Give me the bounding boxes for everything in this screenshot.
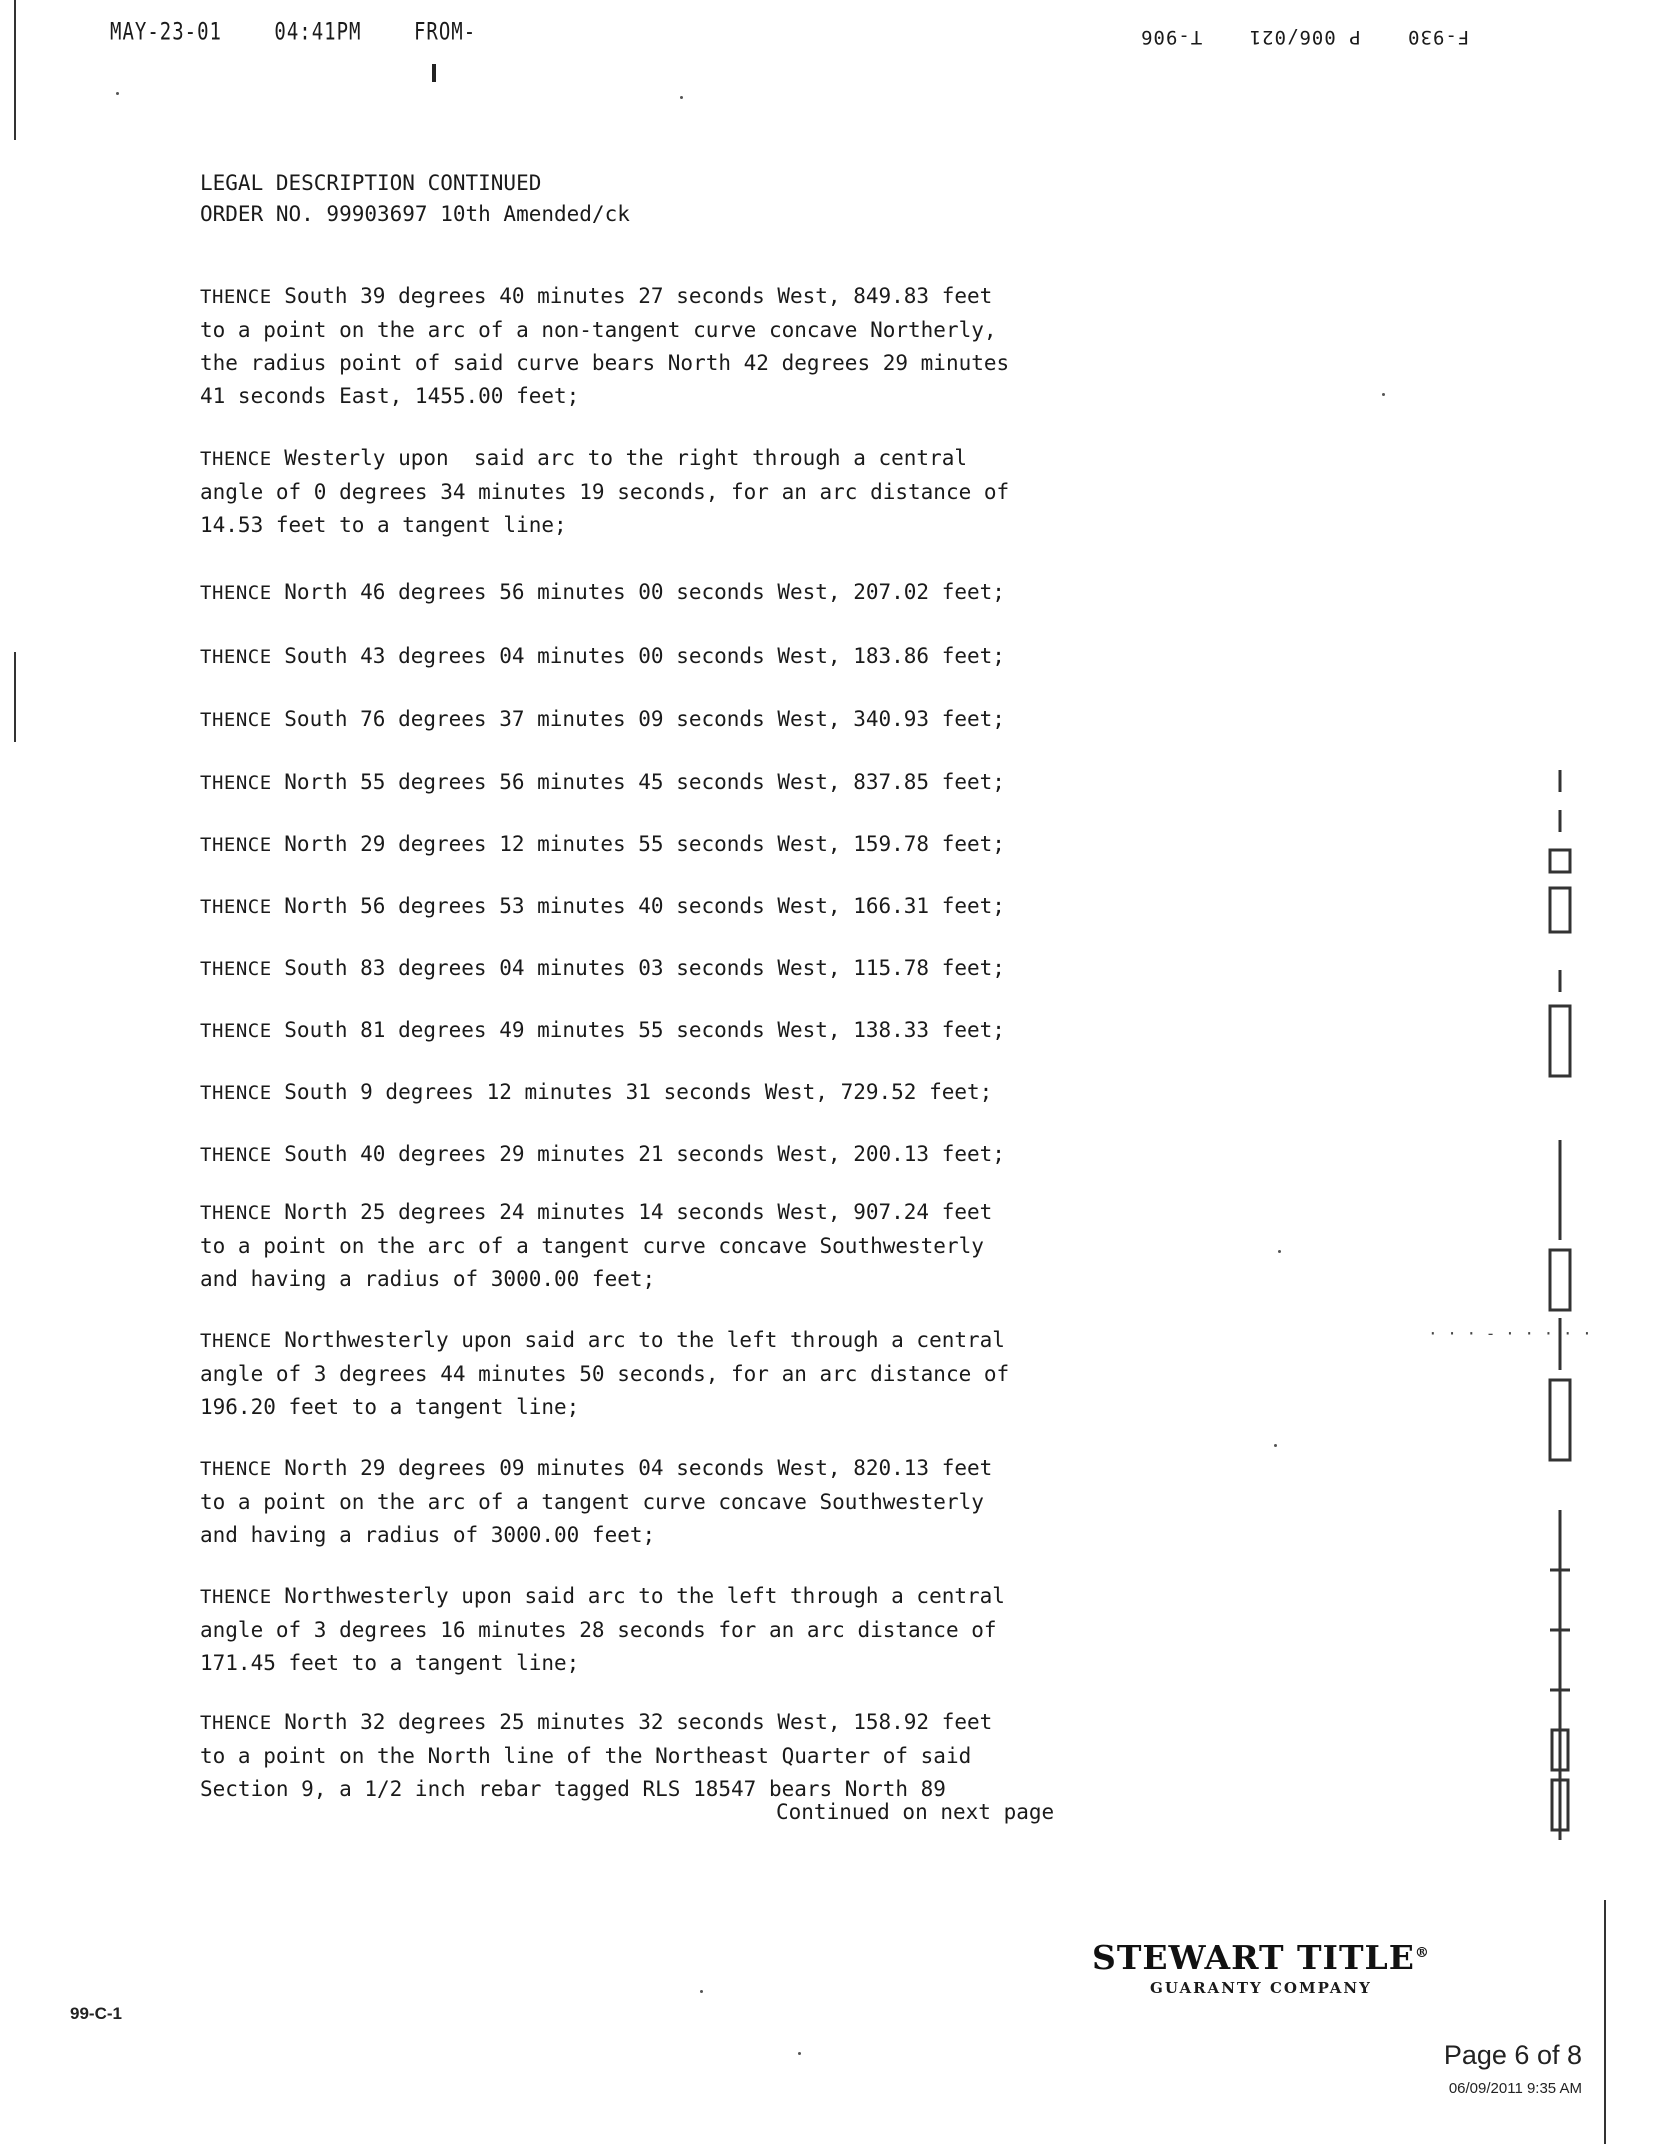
legal-description-heading	[200, 168, 630, 230]
scan-edge-line	[14, 652, 16, 742]
thence-label: THENCE	[200, 1330, 272, 1352]
course-paragraph	[200, 442, 1180, 542]
course-paragraph	[200, 280, 1180, 413]
course-text: South 43 degrees 04 minutes 00 seconds West, 183.86 feet;	[271, 644, 1005, 668]
heading-title: LEGAL DESCRIPTION CONTINUED	[200, 171, 542, 195]
thence-label: THENCE	[200, 1144, 272, 1166]
course-text: North 56 degrees 53 minutes 40 seconds West, 166.31 feet;	[271, 894, 1005, 918]
course-paragraph	[200, 766, 1180, 800]
course-paragraph	[200, 1014, 1180, 1048]
logo-name	[1092, 1938, 1430, 1977]
course-text: Northwesterly upon said arc to the left through a central angle of 3 degrees 44 minutes 50 seconds, for an arc distance of 196.20 feet to a tangent line;	[200, 1328, 1010, 1419]
course-text: North 32 degrees 25 minutes 32 seconds West, 158.92 feet to a point on the North line of the Northeast Quarter of said Section 9, a 1/2 inch rebar tagged RLS 18547 bears North 89	[200, 1710, 993, 1801]
thence-label: THENCE	[200, 1020, 272, 1042]
scan-speck	[1274, 1444, 1277, 1447]
logo-name-text: STEWART TITLE	[1092, 1938, 1415, 1977]
thence-label: THENCE	[200, 286, 272, 308]
thence-label: THENCE	[200, 834, 272, 856]
course-paragraph	[200, 828, 1180, 862]
fax-code: P 006/021	[1248, 26, 1361, 48]
course-paragraph	[200, 1580, 1180, 1680]
course-text: South 39 degrees 40 minutes 27 seconds West, 849.83 feet to a point on the arc of a non-tangent curve concave Northerly, the radius point of said curve bears North 42 degrees 29 minutes 41 seconds East, 1455.00 feet;	[200, 284, 1010, 408]
course-text: Northwesterly upon said arc to the left through a central angle of 3 degrees 16 minutes 28 seconds for an arc distance of 171.45 feet to a tangent line;	[200, 1584, 1005, 1675]
thence-label: THENCE	[200, 448, 272, 470]
course-text: Westerly upon said arc to the right through a central angle of 0 degrees 34 minutes 19 seconds, for an arc distance of 14.53 feet to a tangent line;	[200, 446, 1010, 537]
fax-time: 04:41PM	[274, 18, 362, 46]
course-text: South 40 degrees 29 minutes 21 seconds West, 200.13 feet;	[271, 1142, 1005, 1166]
thence-label: THENCE	[200, 958, 272, 980]
course-paragraph	[200, 1706, 1180, 1806]
thence-label: THENCE	[200, 1586, 272, 1608]
margin-stamp	[1540, 770, 1580, 1850]
scan-edge-line	[1604, 1900, 1606, 2144]
course-paragraph	[200, 640, 1180, 674]
page-number: Page 6 of 8	[1443, 2040, 1582, 2070]
thence-label: THENCE	[200, 772, 272, 794]
scan-mark	[432, 64, 436, 82]
fax-code: F-930	[1407, 26, 1470, 48]
order-number: ORDER NO. 99903697 10th Amended/ck	[200, 202, 630, 226]
fax-from: FROM-	[413, 18, 477, 46]
course-text: South 9 degrees 12 minutes 31 seconds West, 729.52 feet;	[271, 1080, 993, 1104]
logo-subtitle: GUARANTY COMPANY	[1150, 1979, 1372, 1997]
course-paragraph	[200, 1452, 1180, 1552]
course-paragraph	[200, 1324, 1180, 1424]
thence-label: THENCE	[200, 1458, 272, 1480]
scan-speck	[700, 1990, 703, 1993]
scan-dots: · · · ‐ · · · · ·	[1428, 1324, 1592, 1343]
registered-mark: ®	[1414, 1945, 1430, 1961]
course-text: South 83 degrees 04 minutes 03 seconds West, 115.78 feet;	[271, 956, 1005, 980]
course-text: North 29 degrees 12 minutes 55 seconds West, 159.78 feet;	[271, 832, 1005, 856]
scan-edge-line	[14, 0, 16, 140]
thence-label: THENCE	[200, 709, 272, 731]
scan-speck	[1382, 393, 1385, 396]
course-paragraph	[200, 1138, 1180, 1172]
fax-header-codes	[1140, 26, 1503, 48]
course-paragraph	[200, 890, 1180, 924]
course-text: North 46 degrees 56 minutes 00 seconds West, 207.02 feet;	[271, 580, 1005, 604]
scan-speck	[1278, 1250, 1281, 1253]
scan-speck	[798, 2052, 801, 2055]
thence-label: THENCE	[200, 1712, 272, 1734]
fax-date: MAY-23-01	[110, 18, 222, 46]
thence-label: THENCE	[200, 646, 272, 668]
course-paragraph	[200, 576, 1180, 610]
print-timestamp: 06/09/2011 9:35 AM	[1448, 2080, 1582, 2097]
course-text: South 81 degrees 49 minutes 55 seconds West, 138.33 feet;	[271, 1018, 1005, 1042]
course-paragraph	[200, 1076, 1180, 1110]
stewart-title-logo	[1092, 1938, 1430, 1997]
fax-code: T-906	[1140, 26, 1203, 48]
course-text: North 29 degrees 09 minutes 04 seconds West, 820.13 feet to a point on the arc of a tangent curve concave Southwesterly and having a radius of 3000.00 feet;	[200, 1456, 993, 1547]
thence-label: THENCE	[200, 896, 272, 918]
course-text: North 25 degrees 24 minutes 14 seconds West, 907.24 feet to a point on the arc of a tangent curve concave Southwesterly and having a radius of 3000.00 feet;	[200, 1200, 993, 1291]
course-text: South 76 degrees 37 minutes 09 seconds West, 340.93 feet;	[271, 707, 1005, 731]
thence-label: THENCE	[200, 1082, 272, 1104]
scan-speck	[680, 96, 683, 99]
course-paragraph	[200, 952, 1180, 986]
course-paragraph	[200, 1196, 1180, 1296]
fax-header	[110, 18, 516, 46]
course-paragraph	[200, 703, 1180, 737]
thence-label: THENCE	[200, 1202, 272, 1224]
scan-speck	[116, 92, 119, 95]
margin-stamp-graphic	[1540, 770, 1580, 1850]
form-code: 99-C-1	[70, 2004, 122, 2023]
continued-note: Continued on next page	[776, 1800, 1055, 1824]
thence-label: THENCE	[200, 582, 272, 604]
course-text: North 55 degrees 56 minutes 45 seconds West, 837.85 feet;	[271, 770, 1005, 794]
